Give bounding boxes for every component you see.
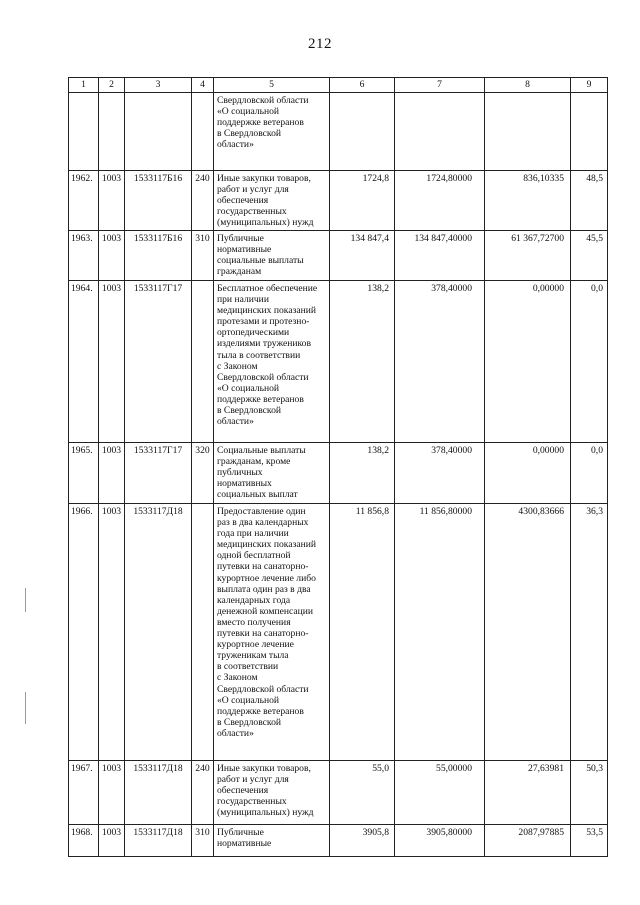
row-description: Иные закупки товаров, работ и услуг для обеспечения государственных (муниципальных) нужд: [214, 171, 330, 231]
target-code: 1533117Д18: [125, 761, 192, 825]
section-code: 1003: [99, 443, 125, 504]
column-header: 1: [69, 78, 99, 93]
value-col6: 138,2: [330, 281, 395, 443]
value-col9: 0,0: [571, 281, 608, 443]
expense-type-code: 310: [192, 825, 214, 857]
expense-type-code: 240: [192, 761, 214, 825]
value-col9: 53,5: [571, 825, 608, 857]
row-number: 1962.: [69, 171, 99, 231]
value-col8: [485, 93, 571, 171]
value-col8: 0,00000: [485, 443, 571, 504]
table-row: [69, 761, 608, 825]
row-number: 1966.: [69, 504, 99, 761]
table-row: [69, 281, 608, 443]
row-description: Бесплатное обеспечение при наличии медицинских показаний протезами и протезно- ортопедическими изделиями тружеников тыла в соответствии с Законом Свердловской области «О социальной поддержке ветеранов в Свердловской области»: [214, 281, 330, 443]
value-col9: 50,3: [571, 761, 608, 825]
column-header: 9: [571, 78, 608, 93]
row-description: Социальные выплаты гражданам, кроме публичных нормативных социальных выплат: [214, 443, 330, 504]
section-code: 1003: [99, 504, 125, 761]
row-description: Публичные нормативные социальные выплаты гражданам: [214, 231, 330, 281]
target-code: 1533117Б16: [125, 171, 192, 231]
column-header: 3: [125, 78, 192, 93]
value-col7: 378,40000: [395, 443, 485, 504]
scan-artifact: [25, 588, 26, 612]
value-col7: 378,40000: [395, 281, 485, 443]
section-code: 1003: [99, 171, 125, 231]
value-col9: 0,0: [571, 443, 608, 504]
value-col9: 48,5: [571, 171, 608, 231]
row-number: [69, 93, 99, 171]
column-header: 4: [192, 78, 214, 93]
value-col7: 1724,80000: [395, 171, 485, 231]
value-col6: 55,0: [330, 761, 395, 825]
row-number: 1968.: [69, 825, 99, 857]
target-code: 1533117Д18: [125, 825, 192, 857]
column-header: 5: [214, 78, 330, 93]
row-number: 1963.: [69, 231, 99, 281]
value-col6: [330, 93, 395, 171]
table-row: [69, 504, 608, 761]
value-col6: 1724,8: [330, 171, 395, 231]
section-code: 1003: [99, 231, 125, 281]
section-code: [99, 93, 125, 171]
value-col7: 3905,80000: [395, 825, 485, 857]
section-code: 1003: [99, 281, 125, 443]
row-number: 1964.: [69, 281, 99, 443]
value-col9: 45,5: [571, 231, 608, 281]
column-header: 7: [395, 78, 485, 93]
table-row: [69, 171, 608, 231]
expense-type-code: 310: [192, 231, 214, 281]
value-col8: 0,00000: [485, 281, 571, 443]
value-col7: 11 856,80000: [395, 504, 485, 761]
column-header: 2: [99, 78, 125, 93]
value-col8: 27,63981: [485, 761, 571, 825]
table-row: [69, 231, 608, 281]
value-col8: 2087,97885: [485, 825, 571, 857]
value-col9: 36,3: [571, 504, 608, 761]
section-code: 1003: [99, 825, 125, 857]
value-col8: 4300,83666: [485, 504, 571, 761]
section-code: 1003: [99, 761, 125, 825]
value-col7: 134 847,40000: [395, 231, 485, 281]
target-code: 1533117Г17: [125, 281, 192, 443]
row-number: 1965.: [69, 443, 99, 504]
row-description: Публичные нормативные: [214, 825, 330, 857]
table-row: [69, 825, 608, 857]
scan-artifact: [25, 692, 26, 724]
target-code: [125, 93, 192, 171]
target-code: 1533117Б16: [125, 231, 192, 281]
value-col6: 138,2: [330, 443, 395, 504]
page-number: 212: [308, 36, 332, 52]
value-col7: [395, 93, 485, 171]
row-description: Предоставление один раз в два календарных года при наличии медицинских показаний одной бесплатной путевки на санаторно- курортное лечение либо выплата один раз в два календарных года денежной компенсации вместо получения путевки на санаторно- курортное лечение труженикам тыла в соответствии с Законом Свердловской области «О социальной поддержке ветеранов в Свердловской области»: [214, 504, 330, 761]
value-col6: 3905,8: [330, 825, 395, 857]
column-header: 6: [330, 78, 395, 93]
row-description: Свердловской области «О социальной поддержке ветеранов в Свердловской области»: [214, 93, 330, 171]
expense-type-code: [192, 93, 214, 171]
table-row: [69, 93, 608, 171]
expense-type-code: 240: [192, 171, 214, 231]
row-description: Иные закупки товаров, работ и услуг для обеспечения государственных (муниципальных) нужд: [214, 761, 330, 825]
value-col6: 134 847,4: [330, 231, 395, 281]
expense-type-code: 320: [192, 443, 214, 504]
table-header-row: [69, 78, 608, 93]
row-number: 1967.: [69, 761, 99, 825]
value-col9: [571, 93, 608, 171]
value-col6: 11 856,8: [330, 504, 395, 761]
value-col8: 836,10335: [485, 171, 571, 231]
expense-type-code: [192, 504, 214, 761]
table-row: [69, 443, 608, 504]
target-code: 1533117Д18: [125, 504, 192, 761]
expense-type-code: [192, 281, 214, 443]
value-col8: 61 367,72700: [485, 231, 571, 281]
value-col7: 55,00000: [395, 761, 485, 825]
budget-table: [68, 77, 608, 857]
column-header: 8: [485, 78, 571, 93]
target-code: 1533117Г17: [125, 443, 192, 504]
